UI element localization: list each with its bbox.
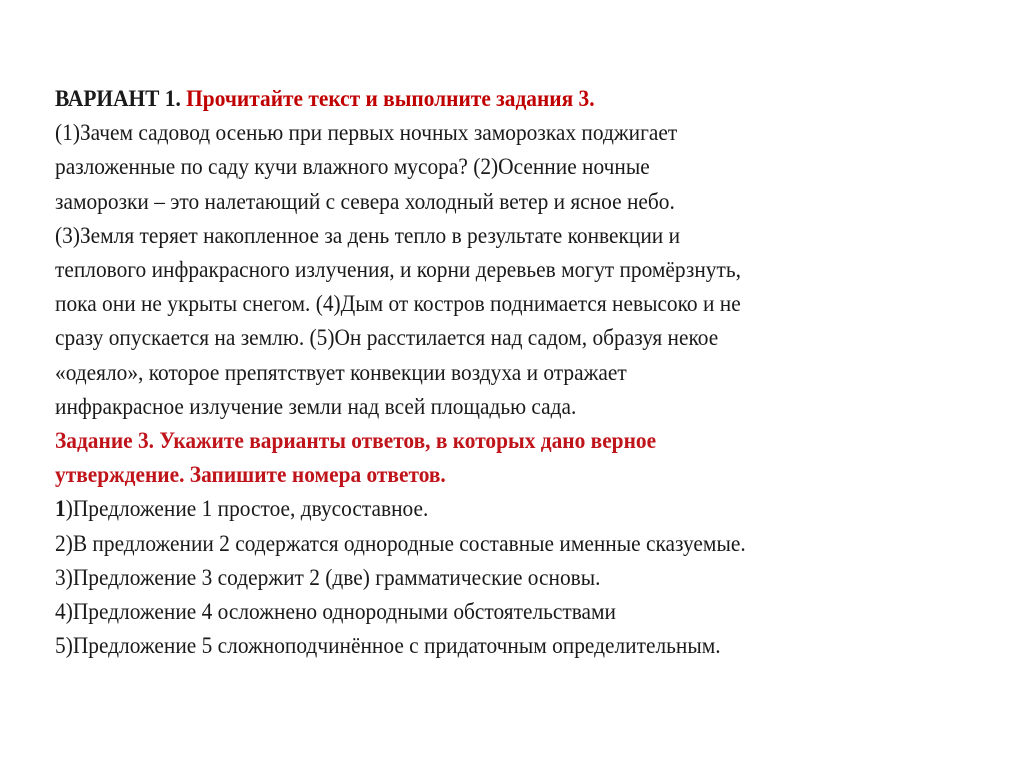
text-line: (1)Зачем садовод осенью при первых ночных заморозках поджигает [55, 120, 678, 146]
text-line: инфракрасное излучение земли над всей площадью сада. [55, 393, 577, 419]
answer-option [55, 527, 929, 561]
answer-option-text: )В предложении 2 содержатся однородные составные именные сказуемые. [65, 530, 746, 556]
text-line: «одеяло», которое препятствует конвекции воздуха и отражает [55, 359, 627, 385]
answer-option-text: )Предложение 3 содержит 2 (две) грамматические основы. [65, 564, 601, 590]
answer-option-text: )Предложение 5 сложноподчинённое с придаточным определительным. [65, 633, 721, 659]
answer-option-number: 5 [55, 633, 66, 659]
answer-option-text: )Предложение 4 осложнено однородными обстоятельствами [65, 599, 617, 625]
answer-option-number: 2 [55, 530, 66, 556]
text-line: разложенные по саду кучи влажного мусора? (2)Осенние ночные [55, 154, 650, 180]
text-line: пока они не укрыты снегом. (4)Дым от костров поднимается невысоко и не [55, 291, 741, 317]
text-line: (3)Земля теряет накопленное за день тепло в результате конвекции и [55, 222, 681, 248]
answer-option-number: 4 [55, 599, 66, 625]
text-line: сразу опускается на землю. (5)Он расстилается над садом, образуя некое [55, 325, 719, 351]
text-line: заморозки – это налетающий с севера холодный ветер и ясное небо. [55, 188, 675, 214]
answer-option [55, 595, 929, 629]
answer-option [55, 561, 929, 595]
slide-content [55, 82, 929, 663]
task-heading-line-2: утверждение. Запишите номера ответов. [55, 462, 446, 488]
task-heading-line-1: Задание 3. Укажите варианты ответов, в которых дано верное [55, 428, 657, 454]
answer-option-number: 3 [55, 564, 66, 590]
text-line: теплового инфракрасного излучения, и корни деревьев могут промёрзнуть, [55, 257, 741, 283]
answer-option [55, 629, 929, 663]
answer-option-text: )Предложение 1 простое, двусоставное. [65, 496, 429, 522]
variant-label: ВАРИАНТ 1. [55, 86, 181, 111]
heading [55, 82, 929, 116]
answer-option [55, 492, 929, 526]
instruction-heading: Прочитайте текст и выполните задания 3. [180, 86, 595, 111]
answer-option-number: 1 [55, 496, 66, 522]
